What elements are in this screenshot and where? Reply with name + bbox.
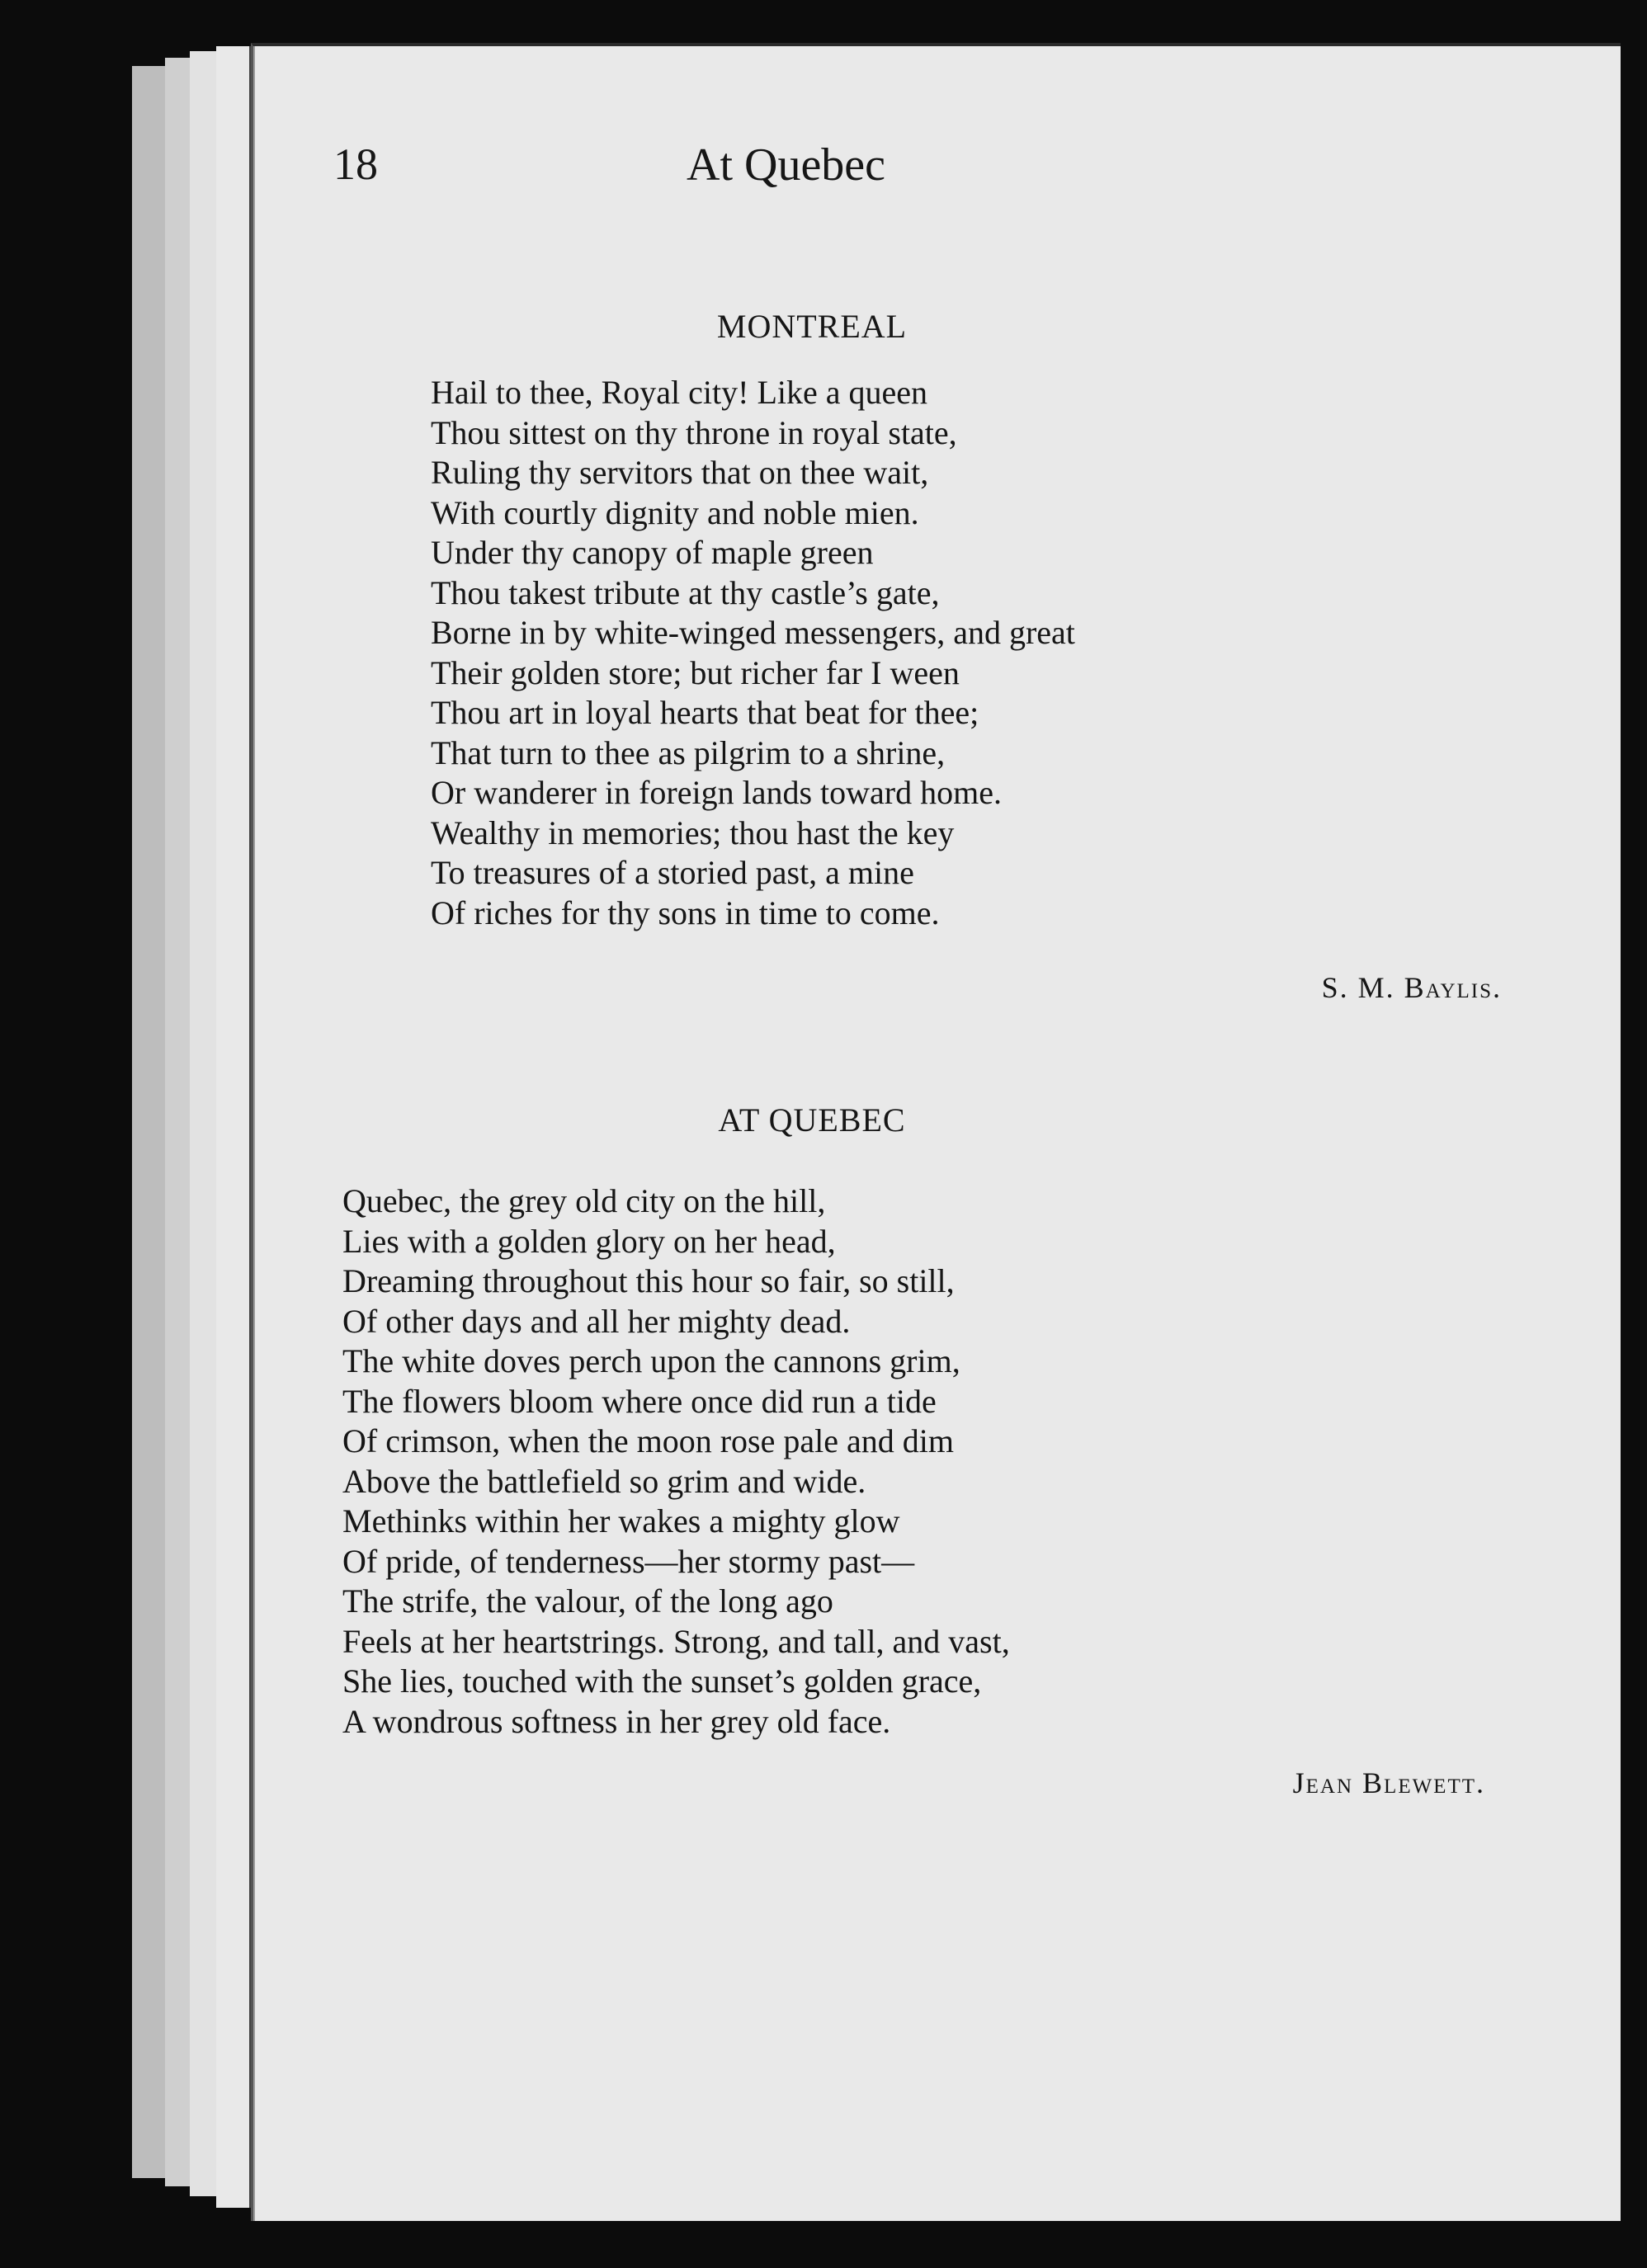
poem-line: Wealthy in memories; thou hast the key — [431, 813, 955, 851]
poem-line: Under thy canopy of maple green — [431, 534, 874, 571]
poem-line: Of pride, of tenderness—her stormy past— — [342, 1542, 915, 1580]
poem-line: Feels at her heartstrings. Strong, and tall, and vast, — [342, 1622, 1010, 1660]
poem-line: Thou art in loyal hearts that beat for thee; — [431, 694, 979, 731]
page-number: 18 — [333, 139, 378, 189]
poem-line: Lies with a golden glory on her head, — [342, 1222, 836, 1260]
page-gutter-line — [253, 46, 255, 2221]
poem-line: Quebec, the grey old city on the hill, — [342, 1182, 826, 1219]
poem-body-at-quebec — [342, 1181, 1010, 1742]
poem-line: With courtly dignity and noble mien. — [431, 493, 919, 531]
poem-line: That turn to thee as pilgrim to a shrine, — [431, 733, 946, 771]
poem-line: She lies, touched with the sunset’s golden grace, — [342, 1662, 982, 1700]
page-edge — [190, 51, 218, 2196]
poem-line: The strife, the valour, of the long ago — [342, 1582, 833, 1620]
poem-line: Of crimson, when the moon rose pale and dim — [342, 1422, 954, 1459]
poem-line: Borne in by white-winged messengers, and great — [431, 614, 1075, 651]
poem-author-baylis: S. M. Baylis. — [1321, 971, 1502, 1004]
poem-line: Methinks within her wakes a mighty glow — [342, 1502, 900, 1540]
poem-line: Thou takest tribute at thy castle’s gate, — [431, 573, 940, 611]
poem-line: Thou sittest on thy throne in royal state, — [431, 413, 957, 451]
poem-title-at-quebec: AT QUEBEC — [718, 1101, 906, 1139]
poem-line: To treasures of a storied past, a mine — [431, 854, 914, 891]
poem-line: Ruling thy servitors that on thee wait, — [431, 454, 929, 491]
page-edge — [216, 46, 252, 2208]
poem-line: The white doves perch upon the cannons grim, — [342, 1342, 960, 1379]
poem-line: Or wanderer in foreign lands toward home. — [431, 774, 1002, 811]
poem-title-montreal: MONTREAL — [716, 308, 908, 345]
poem-line: Dreaming throughout this hour so fair, so still, — [342, 1262, 955, 1299]
poem-body-montreal — [431, 373, 1075, 933]
poem-line: A wondrous softness in her grey old face. — [342, 1702, 891, 1740]
page-edge — [132, 66, 167, 2178]
page-edge — [165, 58, 191, 2186]
poem-author-blewett: Jean Blewett. — [1292, 1766, 1485, 1799]
poem-line: Of riches for thy sons in time to come. — [431, 894, 940, 931]
poem-line: Above the battlefield so grim and wide. — [342, 1462, 866, 1500]
poem-line: Their golden store; but richer far I ween — [431, 653, 960, 691]
poem-line: Of other days and all her mighty dead. — [342, 1302, 851, 1340]
poem-line: Hail to thee, Royal city! Like a queen — [431, 374, 928, 411]
poem-line: The flowers bloom where once did run a tide — [342, 1382, 937, 1420]
running-title: At Quebec — [687, 139, 886, 191]
